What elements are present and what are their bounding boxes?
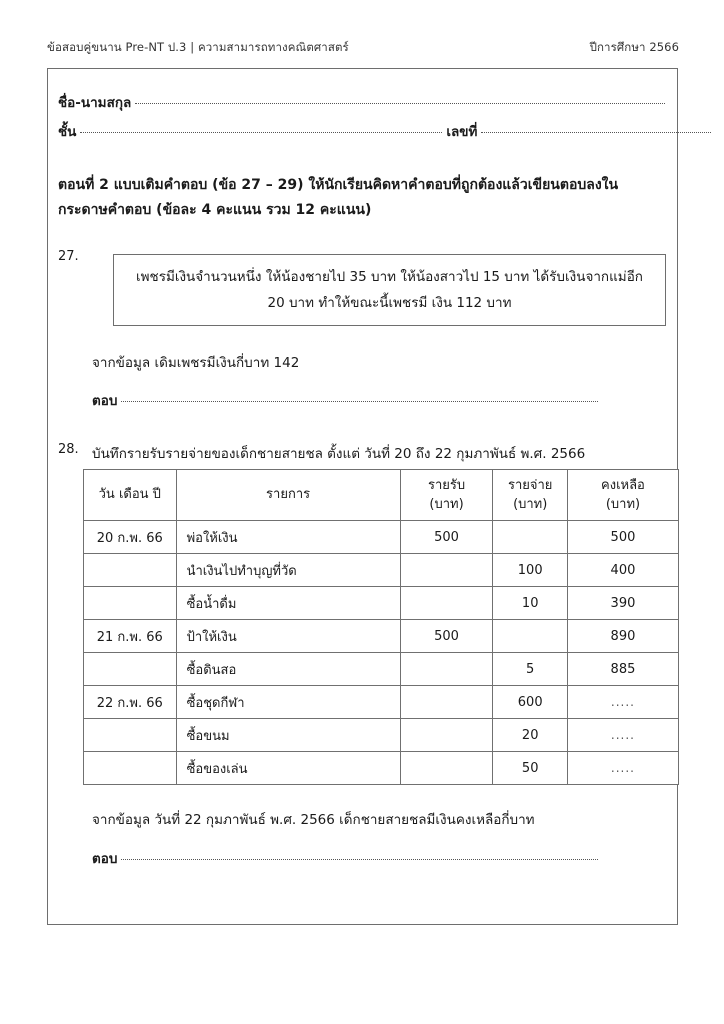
question-27-answer-line[interactable] — [121, 400, 598, 402]
name-field-row — [58, 91, 669, 113]
cell-income — [400, 719, 493, 752]
table-row — [84, 521, 679, 554]
cell-income: 500 — [400, 521, 493, 554]
column-header-date — [84, 470, 177, 521]
cell-item: ซื้อของเล่น — [176, 752, 400, 785]
column-header-expense-line1: รายจ่าย — [507, 477, 553, 493]
number-input-line[interactable] — [481, 131, 711, 133]
column-header-item — [176, 470, 400, 521]
class-field-label: ชั้น — [58, 124, 77, 140]
cell-date — [84, 653, 177, 686]
table-row — [84, 620, 679, 653]
cell-balance: 500 — [567, 521, 678, 554]
cell-expense — [493, 620, 567, 653]
cell-income: 500 — [400, 620, 493, 653]
question-28-number: 28. — [58, 442, 79, 457]
cell-item: พ่อให้เงิน — [176, 521, 400, 554]
cell-item: ซื้อชุดกีฬา — [176, 686, 400, 719]
column-header-item-line1: รายการ — [266, 487, 311, 503]
cell-date: 21 ก.พ. 66 — [84, 620, 177, 653]
question-27-stimulus-line-2: 20 บาท ทำให้ขณะนี้เพชรมี เงิน 112 บาท — [267, 295, 512, 311]
table-row — [84, 719, 679, 752]
column-header-expense-line2: (บาท) — [513, 497, 548, 512]
column-header-balance-line2: (บาท) — [605, 497, 641, 512]
question-27-number: 27. — [58, 249, 79, 264]
class-number-field-row — [58, 120, 669, 142]
page-content-frame — [47, 68, 678, 925]
table-row — [84, 752, 679, 785]
cell-balance[interactable]: ..... — [567, 752, 678, 785]
table-header — [84, 470, 679, 521]
table-header-row — [84, 470, 679, 521]
column-header-income-line1: รายรับ — [427, 477, 466, 493]
cell-expense: 100 — [493, 554, 567, 587]
income-expense-table — [83, 469, 679, 785]
column-header-income — [400, 470, 493, 521]
column-header-date-line1: วัน เดือน ปี — [98, 487, 161, 503]
table-row — [84, 653, 679, 686]
question-28-prompt: จากข้อมูล วันที่ 22 กุมภาพันธ์ พ.ศ. 2566 เด็กชายสายชลมีเงินคงเหลือกี่บาท — [92, 812, 535, 828]
table-body — [84, 521, 679, 785]
column-header-balance-line1: คงเหลือ — [601, 477, 645, 493]
cell-date — [84, 719, 177, 752]
cell-expense: 10 — [493, 587, 567, 620]
table-row — [84, 587, 679, 620]
question-28-answer-row — [92, 847, 602, 869]
column-header-balance — [567, 470, 678, 521]
section-heading-line-1: ตอนที่ 2 แบบเติมคำตอบ (ข้อ 27 – 29) ให้นักเรียนคิดหาคำตอบที่ถูกต้องแล้วเขียนตอบลงใน — [58, 177, 619, 193]
cell-income — [400, 554, 493, 587]
class-input-line[interactable] — [80, 131, 442, 133]
cell-item: นำเงินไปทำบุญที่วัด — [176, 554, 400, 587]
student-identity-block — [58, 91, 669, 149]
cell-balance: 390 — [567, 587, 678, 620]
question-27-prompt: จากข้อมูล เดิมเพชรมีเงินกี่บาท 142 — [92, 355, 300, 371]
cell-income — [400, 653, 493, 686]
section-heading-line-2: กระดาษคำตอบ (ข้อละ 4 คะแนน รวม 12 คะแนน) — [58, 201, 372, 218]
cell-income — [400, 686, 493, 719]
table-row — [84, 686, 679, 719]
cell-income — [400, 752, 493, 785]
column-header-income-line2: (บาท) — [429, 497, 464, 512]
header-exam-title: ข้อสอบคู่ขนาน Pre-NT ป.3 | ความสามารถทางคณิตศาสตร์ — [47, 40, 349, 54]
header-academic-year: ปีการศึกษา 2566 — [589, 40, 679, 54]
cell-item: ซื้อน้ำดื่ม — [176, 587, 400, 620]
cell-expense: 5 — [493, 653, 567, 686]
question-28-answer-label: ตอบ — [92, 851, 118, 867]
question-27-answer-row — [92, 389, 602, 411]
cell-expense: 20 — [493, 719, 567, 752]
cell-balance[interactable]: ..... — [567, 686, 678, 719]
section-heading — [58, 173, 658, 222]
name-input-line[interactable] — [135, 102, 665, 104]
cell-expense — [493, 521, 567, 554]
cell-date — [84, 752, 177, 785]
question-27-answer-label: ตอบ — [92, 393, 118, 409]
cell-balance: 890 — [567, 620, 678, 653]
column-header-expense — [493, 470, 567, 521]
cell-date: 22 ก.พ. 66 — [84, 686, 177, 719]
cell-item: ซื้อดินสอ — [176, 653, 400, 686]
cell-expense: 600 — [493, 686, 567, 719]
cell-date: 20 ก.พ. 66 — [84, 521, 177, 554]
cell-income — [400, 587, 493, 620]
cell-balance: 400 — [567, 554, 678, 587]
question-28-answer-line[interactable] — [121, 858, 598, 860]
question-27-stimulus-line-1: เพชรมีเงินจำนวนหนึ่ง ให้น้องชายไป 35 บาท ให้น้องสาวไป 15 บาท ได้รับเงินจากแม่อีก — [136, 268, 643, 285]
cell-balance[interactable]: ..... — [567, 719, 678, 752]
number-field-label: เลขที่ — [446, 124, 478, 140]
cell-balance: 885 — [567, 653, 678, 686]
table-row — [84, 554, 679, 587]
cell-item: ป้าให้เงิน — [176, 620, 400, 653]
cell-item: ซื้อขนม — [176, 719, 400, 752]
cell-date — [84, 554, 177, 587]
cell-expense: 50 — [493, 752, 567, 785]
question-28-title: บันทึกรายรับรายจ่ายของเด็กชายสายชล ตั้งแต่ วันที่ 20 ถึง 22 กุมภาพันธ์ พ.ศ. 2566 — [92, 446, 586, 462]
question-27-stimulus-box — [113, 254, 666, 326]
running-header — [47, 39, 679, 57]
name-field-label: ชื่อ-นามสกุล — [58, 95, 132, 111]
cell-date — [84, 587, 177, 620]
